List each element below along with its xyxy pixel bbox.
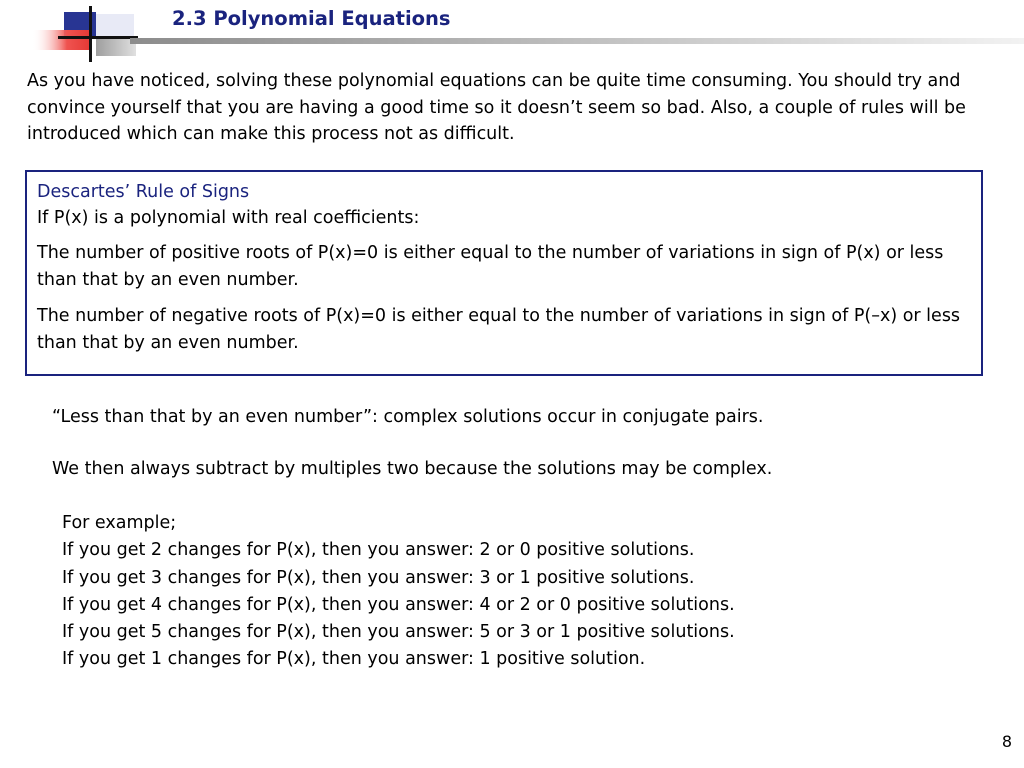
- slide-title: 2.3 Polynomial Equations: [172, 7, 451, 30]
- examples-heading: For example;: [62, 513, 177, 533]
- rule-box-title: Descartes’ Rule of Signs: [37, 182, 250, 202]
- logo-red-bar: [32, 30, 90, 50]
- example-line: If you get 4 changes for P(x), then you answer: 4 or 2 or 0 positive solutions.: [62, 594, 735, 615]
- logo-horizontal-line: [58, 36, 138, 39]
- descartes-rule-box: [25, 170, 983, 376]
- intro-paragraph: As you have noticed, solving these polynomial equations can be quite time consuming. You should try and convince yourself that you are having a good time so it doesn’t seem so bad. Also, a couple of rules will be introduced which can make this process not as difficult.: [27, 71, 966, 144]
- example-line: If you get 2 changes for P(x), then you answer: 2 or 0 positive solutions.: [62, 540, 695, 561]
- rule-box-intro: If P(x) is a polynomial with real coefficients:: [37, 208, 420, 228]
- examples-list: [62, 510, 735, 674]
- page-number: 8: [1001, 732, 1012, 751]
- example-line: If you get 1 changes for P(x), then you answer: 1 positive solution.: [62, 649, 646, 670]
- negative-roots-rule: The number of negative roots of P(x)=0 is either equal to the number of variations in sign of P(–x) or less than that by an even number.: [37, 306, 961, 353]
- conjugate-pairs-note: “Less than that by an even number”: complex solutions occur in conjugate pairs.: [52, 407, 764, 427]
- example-line: If you get 5 changes for P(x), then you answer: 5 or 3 or 1 positive solutions.: [62, 622, 735, 643]
- title-underline: [130, 38, 1024, 44]
- example-line: If you get 3 changes for P(x), then you answer: 3 or 1 positive solutions.: [62, 567, 695, 588]
- subtract-multiples-note: We then always subtract by multiples two because the solutions may be complex.: [52, 459, 773, 479]
- logo-light-square: [96, 14, 134, 36]
- title-logo-graphic: [0, 0, 140, 70]
- positive-roots-rule: The number of positive roots of P(x)=0 is either equal to the number of variations in sign of P(x) or less than that by an even number.: [37, 243, 944, 290]
- logo-vertical-line: [89, 6, 92, 62]
